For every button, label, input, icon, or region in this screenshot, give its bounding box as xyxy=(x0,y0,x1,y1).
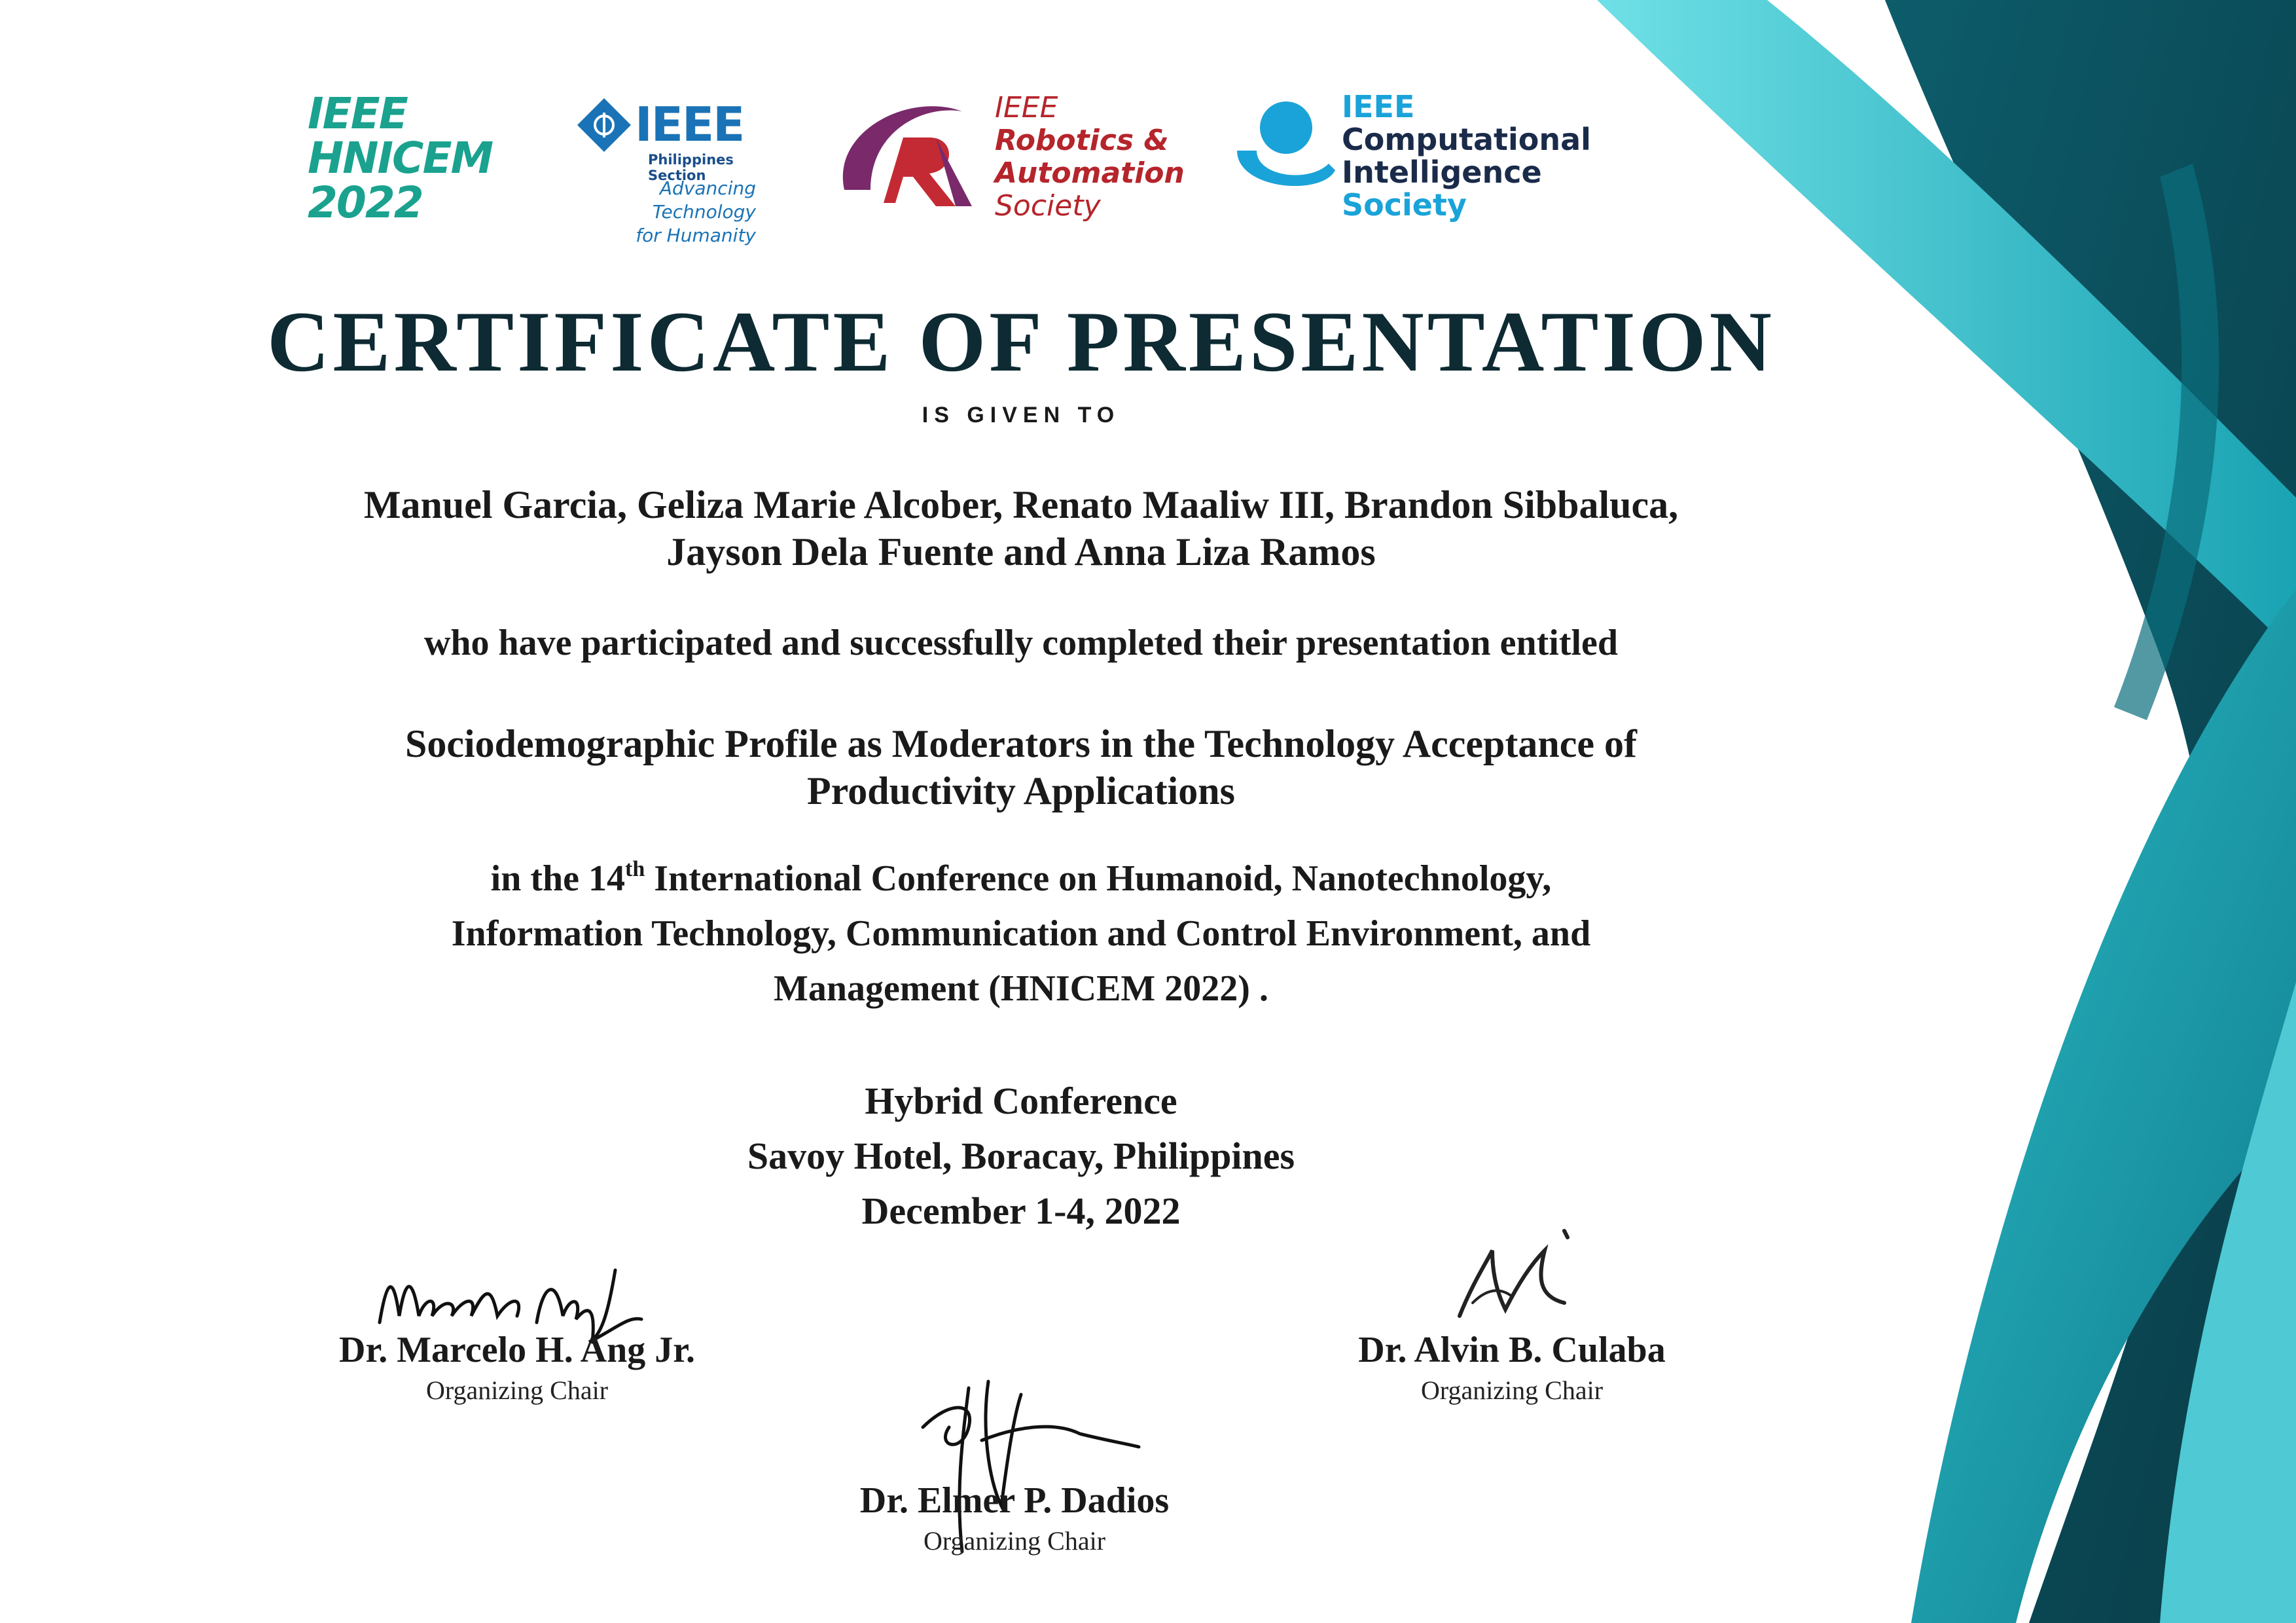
ieee-philippines-logo xyxy=(569,79,766,246)
conference-format: Hybrid Conference xyxy=(865,1080,1177,1122)
ordinal-suffix: th xyxy=(625,857,645,881)
conference-line-2: Information Technology, Communication and Control Environment, and xyxy=(451,913,1591,954)
cis-line: Intelligence xyxy=(1342,155,1542,190)
ras-emblem-icon xyxy=(831,92,988,223)
signatory-dadios xyxy=(805,1375,1224,1571)
signatory-role: Organizing Chair xyxy=(425,1376,609,1405)
tagline-line: Advancing Technology xyxy=(652,177,756,223)
paper-title-line: Sociodemographic Profile as Moderators in the Technology Acceptance of xyxy=(404,722,1638,765)
ras-line: Society xyxy=(995,189,1101,223)
conference-line-1: International Conference on Humanoid, Nanotechnology, xyxy=(645,858,1552,899)
cis-line: IEEE xyxy=(1342,89,1415,124)
ras-wordmark xyxy=(995,92,1185,223)
participation-statement: who have participated and successfully completed their presentation entitled xyxy=(423,623,1619,663)
signatory-ang xyxy=(308,1257,726,1414)
names-line: Jayson Dela Fuente and Anna Liza Ramos xyxy=(666,530,1376,574)
ras-line: IEEE xyxy=(995,91,1058,124)
ras-line: Automation xyxy=(995,156,1185,190)
signatory-name: Dr. Alvin B. Culaba xyxy=(1358,1330,1666,1370)
paper-title xyxy=(0,720,2042,814)
robotics-automation-society-logo xyxy=(831,79,1185,236)
ieee-tagline xyxy=(596,177,756,247)
cis-wordmark xyxy=(1342,90,1591,221)
conference-prefix: in the 14 xyxy=(490,858,626,899)
ieee-diamond-icon xyxy=(576,97,632,153)
philippines-section-label: Philippines Section xyxy=(648,152,734,183)
conference-line xyxy=(0,851,2042,906)
cis-emblem-icon xyxy=(1230,92,1342,210)
conference-description xyxy=(0,851,2042,1016)
certificate-title: CERTIFICATE OF PRESENTATION xyxy=(267,293,1775,390)
names-line: Manuel Garcia, Geliza Marie Alcober, Renato Maaliw III, Brandon Sibbaluca, xyxy=(363,483,1679,526)
computational-intelligence-society-logo xyxy=(1230,79,1597,236)
hnicem-logo-line: 2022 xyxy=(308,177,423,228)
venue-block xyxy=(0,1074,2042,1239)
hnicem-2022-logo xyxy=(308,79,524,249)
signatory-role: Organizing Chair xyxy=(1420,1376,1604,1405)
cis-line: Society xyxy=(1342,187,1467,223)
paper-title-line: Productivity Applications xyxy=(807,769,1235,812)
signatory-name: Dr. Marcelo H. Ang Jr. xyxy=(339,1330,695,1370)
ieee-wordmark: IEEE xyxy=(635,97,744,152)
signature-culaba xyxy=(1446,1224,1590,1329)
signatory-name: Dr. Elmer P. Dadios xyxy=(859,1480,1170,1521)
conference-location: Savoy Hotel, Boracay, Philippines xyxy=(747,1135,1295,1177)
ras-line: Robotics & xyxy=(995,124,1169,157)
recipient-names xyxy=(0,481,2042,575)
conference-dates: December 1-4, 2022 xyxy=(861,1190,1181,1232)
hnicem-logo-line: IEEE xyxy=(308,88,407,139)
given-to-label: IS GIVEN TO xyxy=(922,403,1121,428)
logo-row xyxy=(288,79,1623,246)
signatory-culaba xyxy=(1302,1224,1721,1414)
signatory-role: Organizing Chair xyxy=(923,1526,1106,1556)
conference-line-3: Management (HNICEM 2022) . xyxy=(774,968,1268,1009)
tagline-line: for Humanity xyxy=(636,225,756,246)
hnicem-logo-line: HNICEM xyxy=(308,133,493,183)
cis-line: Computational xyxy=(1342,122,1591,157)
